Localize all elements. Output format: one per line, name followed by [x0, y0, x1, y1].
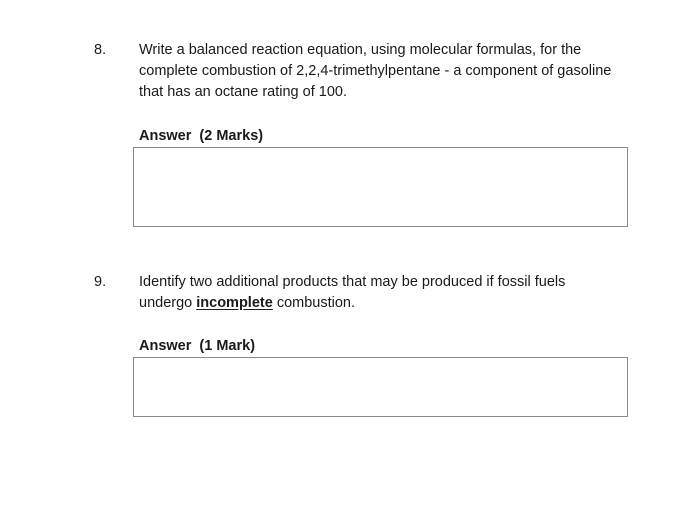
answer-label: Answer (1 Mark) [139, 338, 256, 354]
question-text [139, 272, 619, 314]
question-text-part: Identify two additional products that may be produced if fossil fuels undergo [139, 274, 566, 311]
answer-box[interactable] [133, 357, 628, 417]
question-text: Write a balanced reaction equation, using molecular formulas, for the complete combustion of 2,2,4-trimethylpentane - a component of gasoline that has an octane rating of 100. [139, 42, 612, 100]
answer-box[interactable] [133, 147, 628, 227]
question-number: 9. [94, 274, 107, 290]
question-text-part: combustion. [272, 295, 356, 311]
question-text-emphasis: incomplete [196, 295, 273, 311]
question-number: 8. [94, 42, 107, 58]
answer-label: Answer (2 Marks) [139, 128, 264, 144]
